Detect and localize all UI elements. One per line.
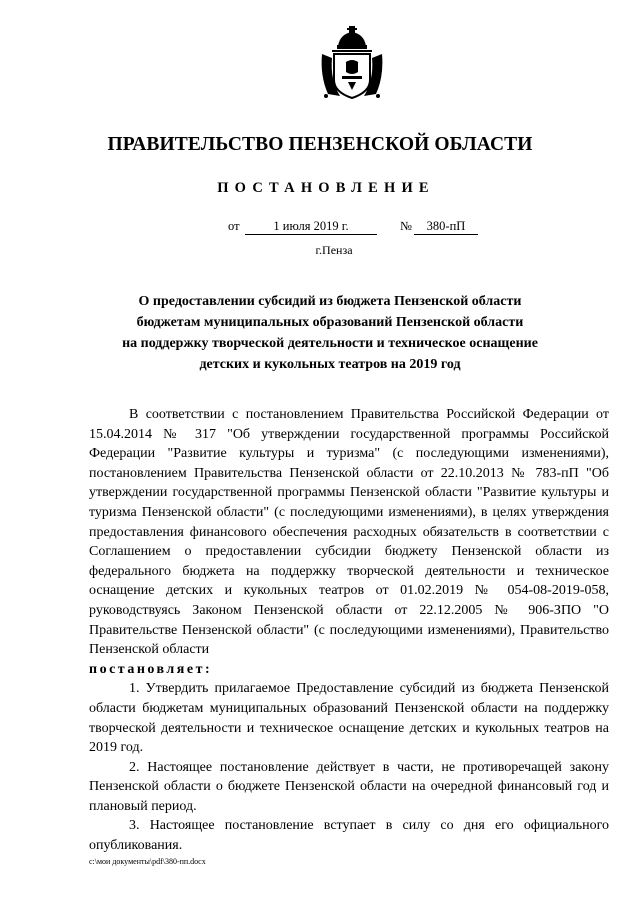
document-date: 1 июля 2019 г. <box>245 219 377 235</box>
document-title <box>100 291 560 375</box>
title-line: бюджетам муниципальных образований Пензенской области <box>136 315 524 330</box>
document-body <box>89 405 609 856</box>
resolves-keyword: постановляет: <box>89 661 213 677</box>
organization-name: ПРАВИТЕЛЬСТВО ПЕНЗЕНСКОЙ ОБЛАСТИ <box>107 134 533 155</box>
title-line: детских и кукольных театров на 2019 год <box>199 357 461 372</box>
preamble-paragraph: В соответствии с постановлением Правительства Российской Федерации от 15.04.2014 № 317 "Об утверждении государственной программы Российской Федерации "Развитие культуры и туризма" (с последующими изменениями), постановлением Правительства Пензенской области от 22.10.2013 № 783-пП "Об утверждении государственной программы Пензенской области "Развитие культуры и туризма Пензенской области" (с последующими изменениями), в целях утверждения предоставления финансового обеспечения расходных обязательств в соответствии с Соглашением о предоставлении субсидии бюджету Пензенской области из федерального бюджета на поддержку творческой деятельности и техническое оснащение детских и кукольных театров от 01.02.2019 № 054-08-2019-058, руководствуясь Законом Пензенской области от 22.12.2005 № 906-ЗПО "О Правительстве Пензенской области" (с последующими изменениями), Правительство Пензенской области <box>89 407 609 658</box>
resolution-item-3: 3. Настоящее постановление вступает в силу со дня его официального опубликования. <box>89 818 609 854</box>
city: г.Пенза <box>315 243 353 257</box>
coat-of-arms-emblem <box>318 24 386 100</box>
title-line: на поддержку творческой деятельности и техническое оснащение <box>122 336 538 351</box>
date-prefix: от <box>228 219 240 233</box>
file-path-footer: c:\мои документы\pdf\380-пп.docx <box>89 857 206 866</box>
document-type: ПОСТАНОВЛЕНИЕ <box>217 180 435 196</box>
title-line: О предоставлении субсидий из бюджета Пензенской области <box>138 294 522 309</box>
number-prefix: № <box>400 219 412 233</box>
document-number: 380-пП <box>414 219 478 235</box>
resolution-item-2: 2. Настоящее постановление действует в части, не противоречащей закону Пензенской области о бюджете Пензенской области на очередной финансовый год и плановый период. <box>89 759 609 814</box>
resolution-item-1: 1. Утвердить прилагаемое Предоставление субсидий из бюджета Пензенской области бюджетам муниципальных образований Пензенской области на поддержку творческой деятельности и техническое оснащение детских и кукольных театров на 2019 год. <box>89 681 609 756</box>
date-number-line <box>228 219 488 237</box>
